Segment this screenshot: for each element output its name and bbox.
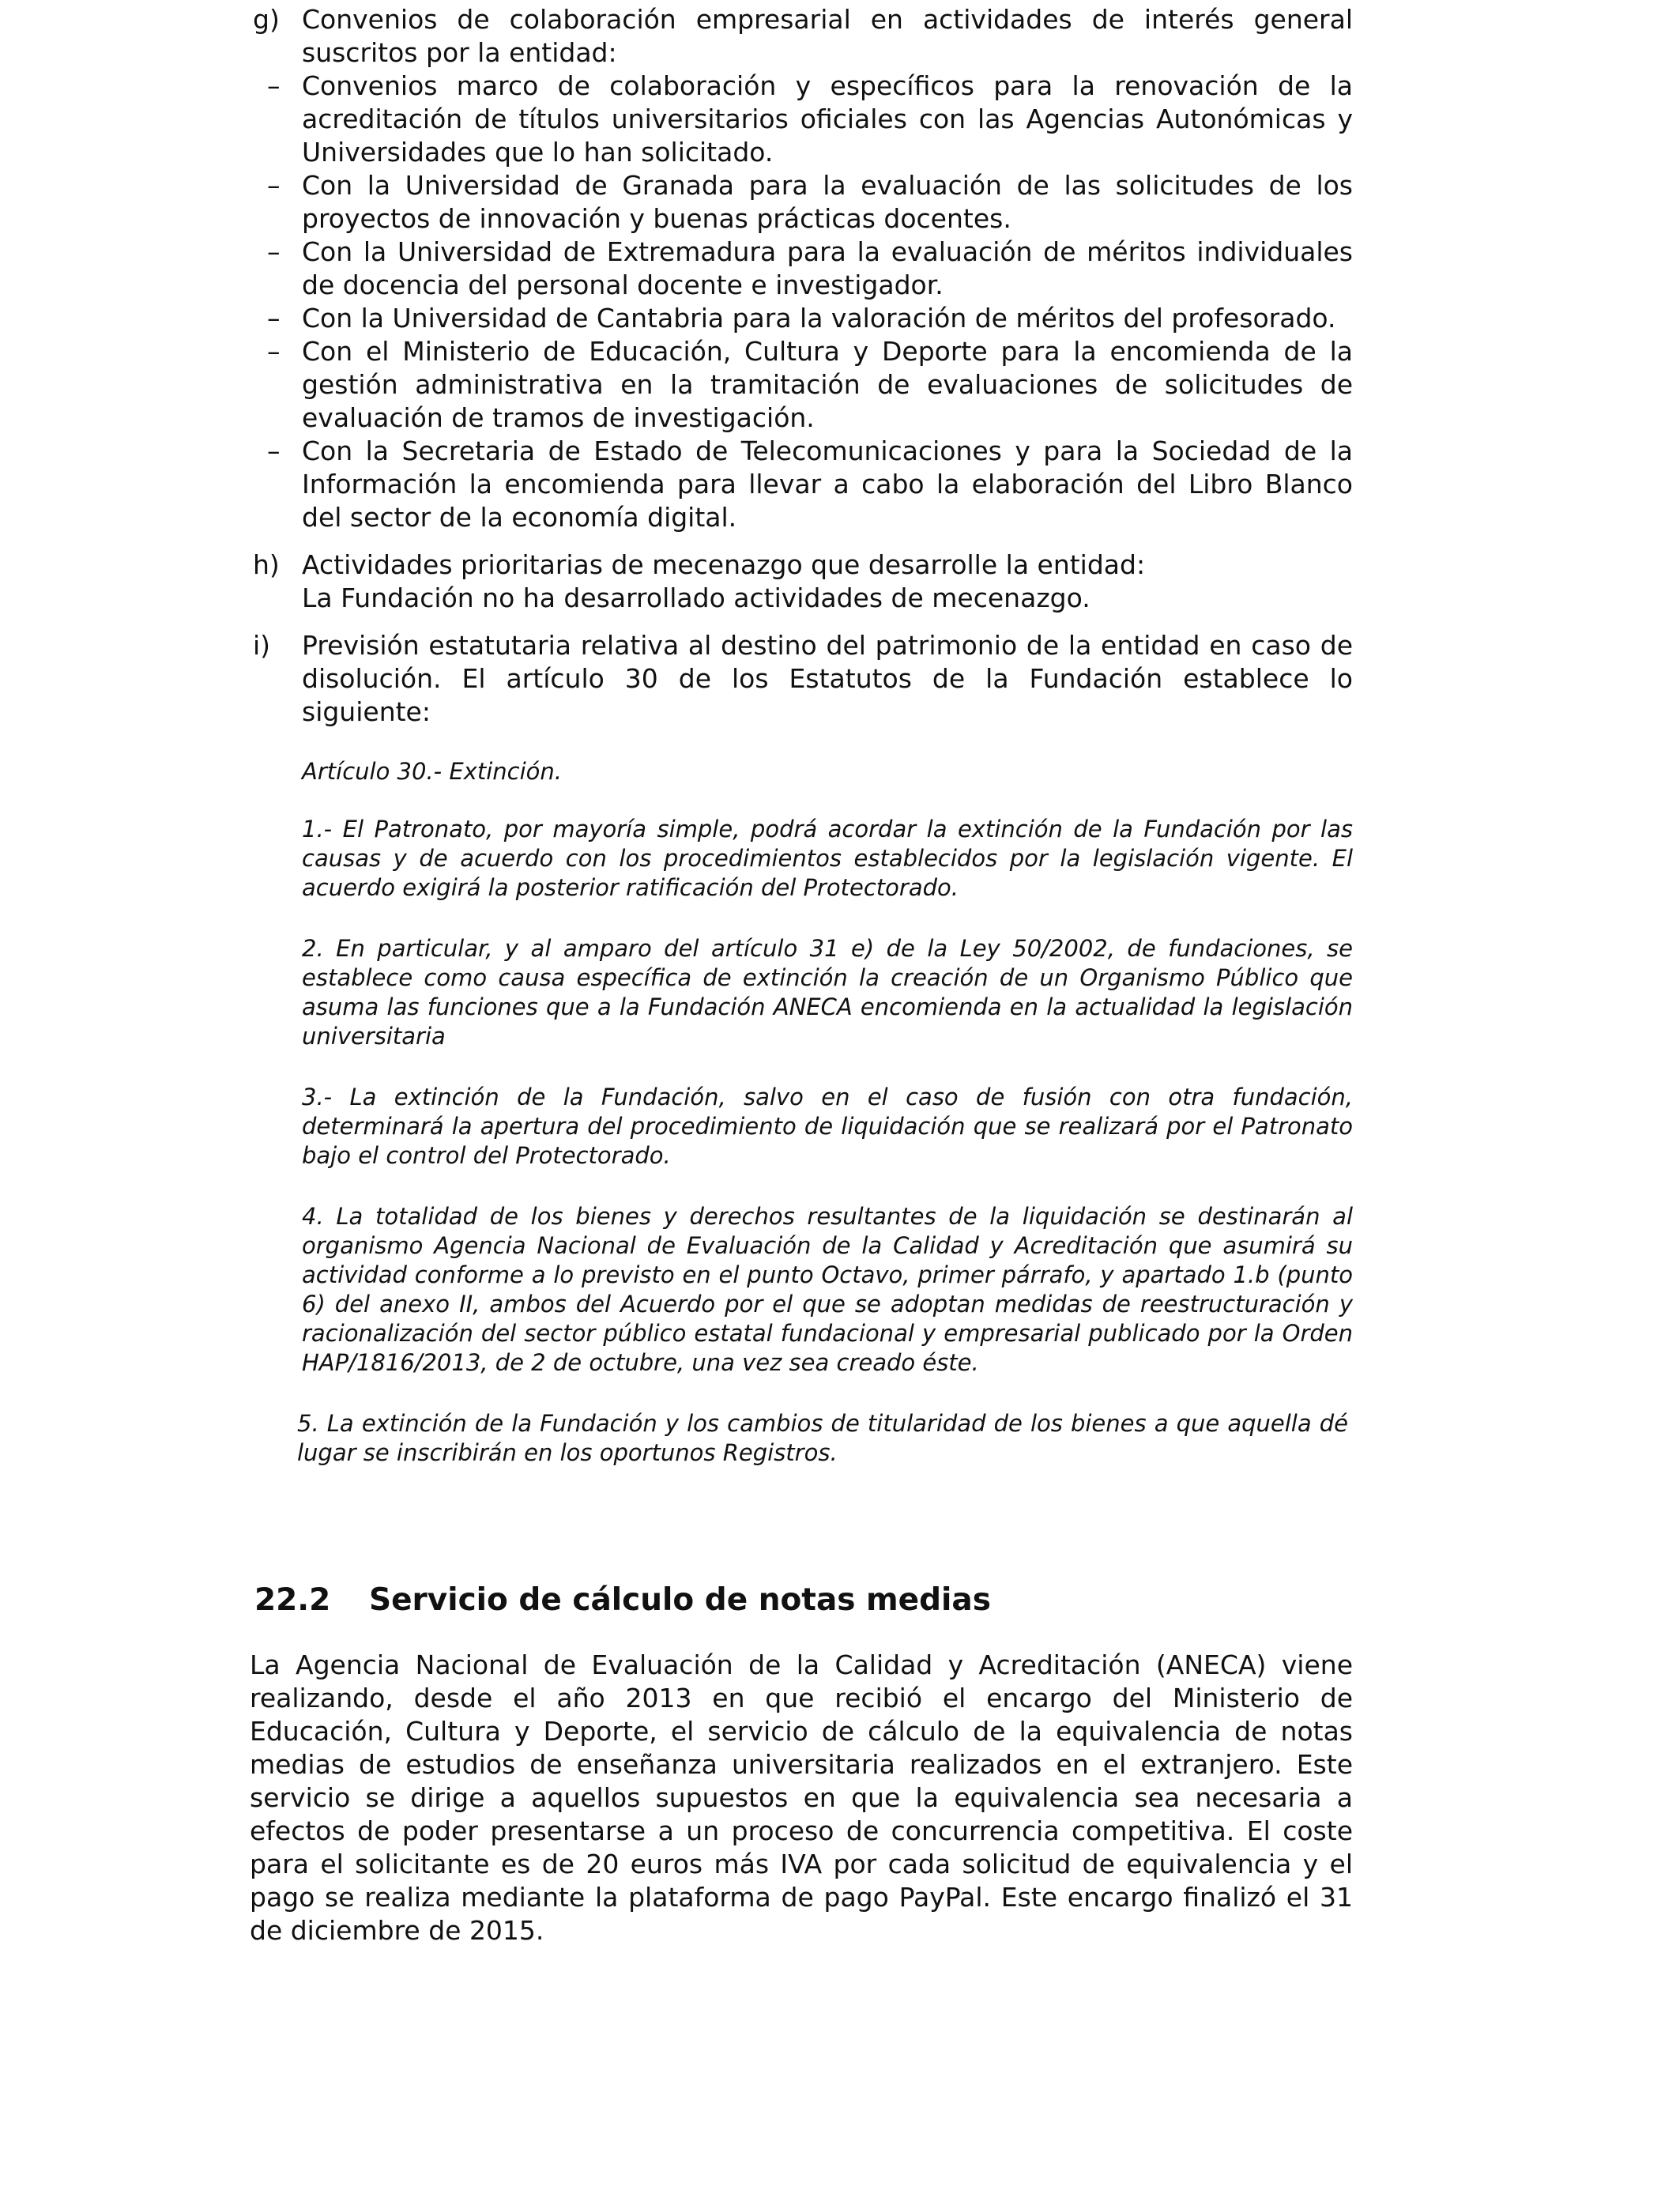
- article-paragraph: 2. En particular, y al amparo del artículo 31 e) de la Ley 50/2002, de fundaciones, se establece como causa específica de extinción la creación de un Organismo Público que asuma las funciones que a la Fundación ANECA encomienda en la actualidad la legislación universitaria: [302, 935, 1353, 1050]
- agreement-item: [267, 169, 1353, 236]
- agreement-item: [267, 70, 1353, 169]
- dash-icon: –: [267, 236, 281, 267]
- section-number: 22.2: [254, 1582, 331, 1618]
- list-item-i: [253, 629, 1353, 1468]
- dash-icon: –: [267, 435, 281, 466]
- agreement-text: Con la Universidad de Cantabria para la valoración de méritos del profesorado.: [302, 303, 1336, 334]
- agreement-text: Con la Universidad de Extremadura para la evaluación de méritos individuales de docencia del personal docente e investigador.: [302, 236, 1353, 300]
- item-title: Actividades prioritarias de mecenazgo que desarrolle la entidad:: [302, 549, 1146, 580]
- dash-icon: –: [267, 170, 281, 201]
- list-item-g: [253, 3, 1353, 534]
- article-title: Artículo 30.- Extinción.: [302, 758, 562, 785]
- agreement-text: Convenios marco de colaboración y específicos para la renovación de la acreditación de títulos universitarios oficiales con las Agencias Autonómicas y Universidades que lo han solicitado.: [302, 70, 1353, 168]
- agreement-item: [267, 236, 1353, 302]
- section-title: Servicio de cálculo de notas medias: [369, 1582, 991, 1618]
- agreement-item: [267, 435, 1353, 534]
- agreement-item: [267, 335, 1353, 435]
- agreement-text: Con la Secretaria de Estado de Telecomunicaciones y para la Sociedad de la Información la encomienda para llevar a cabo la elaboración del Libro Blanco del sector de la economía digital.: [302, 435, 1353, 533]
- article-paragraph: 3.- La extinción de la Fundación, salvo en el caso de fusión con otra fundación, determinará la apertura del procedimiento de liquidación que se realizará por el Patronato bajo el control del Protectorado.: [302, 1084, 1353, 1169]
- agreement-item: [267, 302, 1353, 335]
- dash-icon: –: [267, 303, 281, 334]
- item-letter: h): [253, 549, 280, 580]
- article-paragraph: 4. La totalidad de los bienes y derechos resultantes de la liquidación se destinarán al organismo Agencia Nacional de Evaluación de la Calidad y Acreditación que asumirá su actividad conforme a lo previsto en el punto Octavo, primer párrafo, y apartado 1.b (punto 6) del anexo II, ambos del Acuerdo por el que se adoptan medidas de reestructuración y racionalización del sector público estatal fundacional y empresarial publicado por la Orden HAP/1816/2013, de 2 de octubre, una vez sea creado éste.: [302, 1203, 1353, 1376]
- item-title: Convenios de colaboración empresarial en actividades de interés general suscritos por la entidad:: [302, 4, 1353, 68]
- dash-icon: –: [267, 336, 281, 367]
- dash-icon: –: [267, 70, 281, 101]
- article-paragraph: 1.- El Patronato, por mayoría simple, podrá acordar la extinción de la Fundación por las causas y de acuerdo con los procedimientos establecidos por la legislación vigente. El acuerdo exigirá la posterior ratificación del Protectorado.: [302, 816, 1353, 901]
- agreements-list: [267, 70, 1353, 534]
- item-letter: g): [253, 4, 280, 35]
- agreement-text: Con la Universidad de Granada para la evaluación de las solicitudes de los proyectos de innovación y buenas prácticas docentes.: [302, 170, 1353, 234]
- annex-list: [253, 3, 1353, 1499]
- item-letter: i): [253, 630, 271, 661]
- item-title: Previsión estatutaria relativa al destino del patrimonio de la entidad en caso de disolución. El artículo 30 de los Estatutos de la Fundación establece lo siguiente:: [302, 630, 1353, 727]
- list-item-h: [253, 548, 1353, 615]
- item-text: La Fundación no ha desarrollado actividades de mecenazgo.: [302, 582, 1090, 613]
- statute-article-quote: [297, 757, 1353, 1468]
- section-heading: [254, 1581, 991, 1620]
- agreement-text: Con el Ministerio de Educación, Cultura y Deporte para la encomienda de la gestión administrativa en la tramitación de evaluaciones de solicitudes de evaluación de tramos de investigación.: [302, 336, 1353, 433]
- article-paragraph: 5. La extinción de la Fundación y los cambios de titularidad de los bienes a que aquella dé lugar se inscribirán en los oportunos Registros.: [297, 1410, 1348, 1466]
- section-body: La Agencia Nacional de Evaluación de la Calidad y Acreditación (ANECA) viene realizando, desde el año 2013 en que recibió el encargo del Ministerio de Educación, Cultura y Deporte, el servicio de cálculo de la equivalencia de notas medias de estudios de enseñanza universitaria realizados en el extranjero. Este servicio se dirige a aquellos supuestos en que la equivalencia sea necesaria a efectos de poder presentarse a un proceso de concurrencia competitiva. El coste para el solicitante es de 20 euros más IVA por cada solicitud de equivalencia y el pago se realiza mediante la plataforma de pago PayPal. Este encargo finalizó el 31 de diciembre de 2015.: [250, 1649, 1353, 1946]
